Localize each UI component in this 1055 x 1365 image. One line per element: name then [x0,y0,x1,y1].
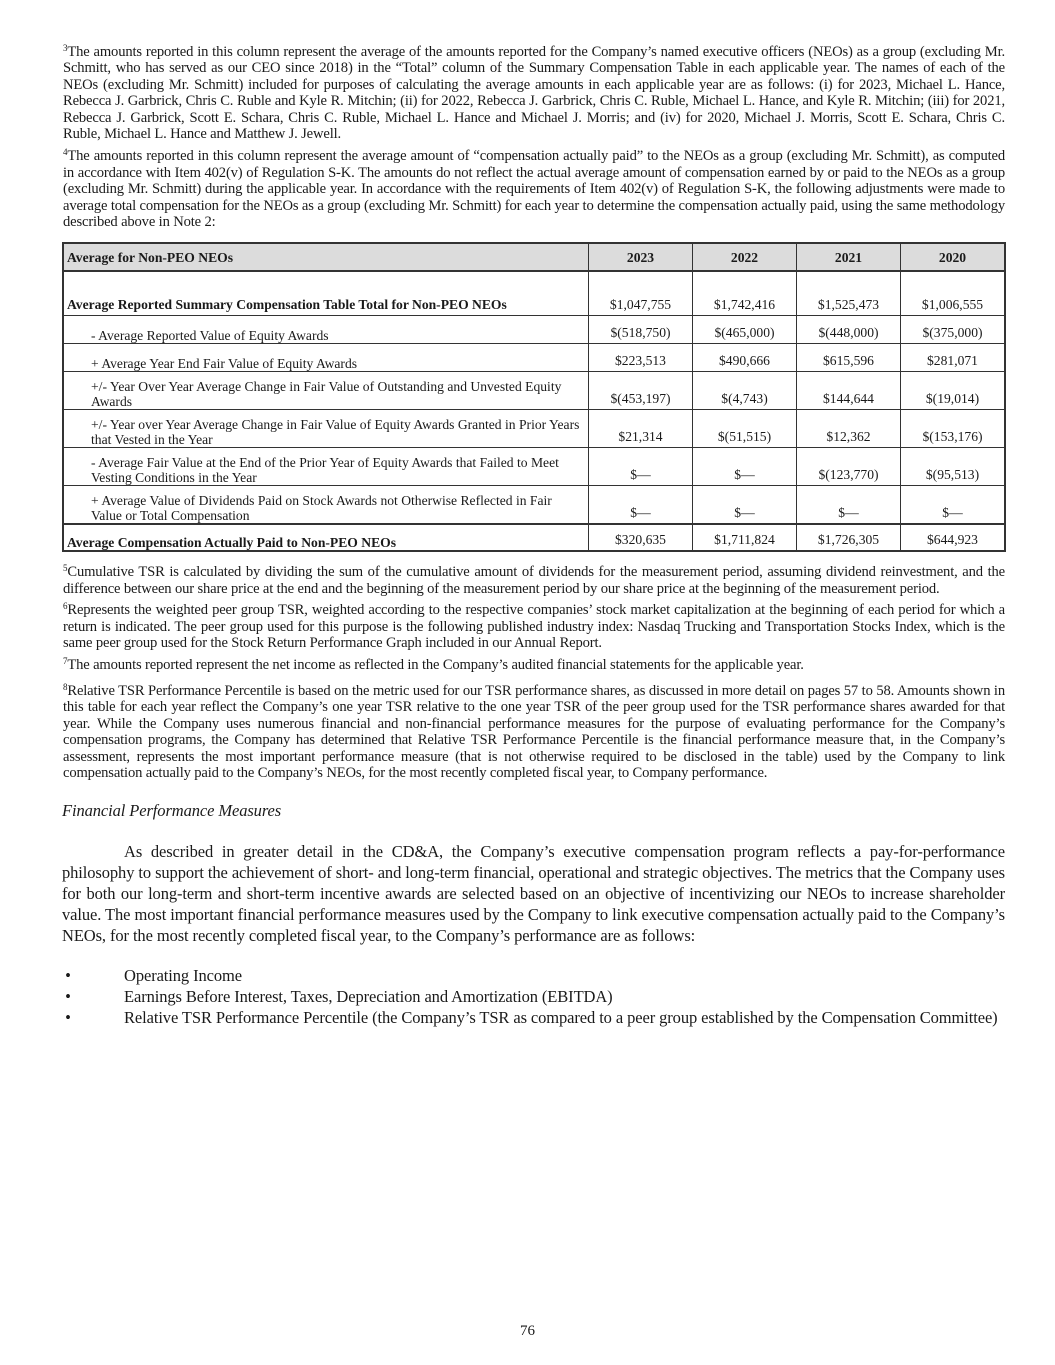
non-peo-compensation-table [62,242,1006,552]
table-header-year: 2022 [693,243,797,271]
footnote-6 [63,602,1005,651]
row-value: $(518,750) [589,316,693,344]
row-label: - Average Reported Value of Equity Awards [63,316,589,344]
row-value: $1,047,755 [589,271,693,316]
row-value: $1,742,416 [693,271,797,316]
table-header-year: 2020 [901,243,1006,271]
bullet-icon: • [65,987,71,1007]
footnote-marker: 5 [63,563,68,574]
row-value: $(51,515) [693,410,797,448]
row-value: $1,525,473 [797,271,901,316]
list-item [63,966,1005,987]
row-value: $1,726,305 [797,524,901,551]
row-label: Average Reported Summary Compensation Table Total for Non-PEO NEOs [63,271,589,316]
row-value: $(19,014) [901,372,1006,410]
row-value: $— [693,448,797,486]
footnote-8 [63,683,1005,781]
table-total-row [63,524,1005,551]
table-row [63,316,1005,344]
row-value: $(453,197) [589,372,693,410]
list-item-text: Relative TSR Performance Percentile (the Company’s TSR as compared to a peer group established by the Compensation Committee) [124,1007,998,1027]
row-value: $— [589,486,693,525]
row-label: +/- Year over Year Average Change in Fair Value of Equity Awards Granted in Prior Years that Vested in the Year [63,410,589,448]
row-value: $644,923 [901,524,1006,551]
footnote-text: Represents the weighted peer group TSR, weighted according to the respective companies’ stock market capitalization at the beginning of each period for which a return is indicated. The peer group used for this purpose is the following published industry index: Nasdaq Trucking and Transportation Stocks Index, which is the same peer group used for the Stock Return Performance Graph included in our Annual Report. [63,602,1005,652]
row-value: $320,635 [589,524,693,551]
row-value: $144,644 [797,372,901,410]
table-header-row [63,243,1005,271]
footnote-7 [63,657,1005,673]
footnote-marker: 4 [63,147,68,158]
footnote-text: The amounts reported represent the net income as reflected in the Company’s audited financial statements for the applicable year. [67,656,804,673]
row-value: $(153,176) [901,410,1006,448]
row-value: $490,666 [693,344,797,372]
table-header-year: 2021 [797,243,901,271]
table-row [63,344,1005,372]
footnote-marker: 7 [63,655,68,666]
footnote-marker: 3 [63,43,68,53]
footnote-text: Cumulative TSR is calculated by dividing the sum of the cumulative amount of dividends for the measurement period, assuming dividend reinvestment, and the difference between our share price at the end and the beginning of the measurement period by our share price at the beginning of the measurement period. [63,564,1005,597]
row-value: $(448,000) [797,316,901,344]
row-value: $(123,770) [797,448,901,486]
row-value: $223,513 [589,344,693,372]
table-row [63,410,1005,448]
footnote-3 [63,44,1005,142]
footnote-marker: 6 [63,601,68,612]
table-header-year: 2023 [589,243,693,271]
table-row [63,448,1005,486]
row-value: $1,711,824 [693,524,797,551]
row-value: $(465,000) [693,316,797,344]
row-value: $(95,513) [901,448,1006,486]
footnote-5 [63,564,1005,597]
row-value: $— [693,486,797,525]
list-item-text: Operating Income [124,966,242,986]
footnote-4 [63,148,1005,230]
footnote-text: Relative TSR Performance Percentile is based on the metric used for our TSR performance shares, as discussed in more detail on pages 57 to 58. Amounts shown in this table for each year reflect the Company’s one year TSR relative to the one year TSR of the peer group used for the TSR performance shares awarded for that year. While the Company uses numerous financial and non-financial performance measures for the purpose of evaluating performance for the Company’s compensation programs, the Company has determined that Relative TSR Performance Percentile is the financial performance measure that, in the Company’s assessment, represents the most important performance measure (that is not otherwise required to be disclosed in the table) used by the Company to link compensation actually paid to the Company’s NEOs, for the most recently completed fiscal year, to Company performance. [63,682,1005,781]
table-header-label: Average for Non-PEO NEOs [63,243,589,271]
row-value: $12,362 [797,410,901,448]
row-value: $281,071 [901,344,1006,372]
row-value: $1,006,555 [901,271,1006,316]
performance-measures-list [63,966,1005,1028]
bullet-icon: • [65,966,71,986]
document-page [63,44,1005,1029]
row-label: Average Compensation Actually Paid to Non-PEO NEOs [63,524,589,551]
section-paragraph: As described in greater detail in the CD&A, the Company’s executive compensation program reflects a pay-for-performance philosophy to support the achievement of short- and long-term financial, operational and strategic objectives. The metrics that the Company uses for both our long-term and short-term incentive awards are selected based on an objective of incentivizing our NEOs to increase shareholder value. The most important financial performance measures used by the Company to link executive compensation actually paid to the Company’s NEOs, for the most recently completed fiscal year, to the Company’s performance are as follows: [62,842,1005,945]
footnote-text: The amounts reported in this column represent the average amount of “compensation actually paid” to the NEOs as a group (excluding Mr. Schmitt), as computed in accordance with Item 402(v) of Regulation S-K. The amounts do not reflect the actual average amount of compensation earned by or paid to the NEOs as a group (excluding Mr. Schmitt) during the applicable year. In accordance with the requirements of Item 402(v) of Regulation S-K, the following adjustments were made to average total compensation for the NEOs as a group (excluding Mr. Schmitt) for each year to determine the compensation actually paid, using the same methodology described above in Note 2: [63,148,1005,231]
row-value: $615,596 [797,344,901,372]
list-item [63,987,1005,1008]
row-label: - Average Fair Value at the End of the Prior Year of Equity Awards that Failed to Meet Vesting Conditions in the Year [63,448,589,486]
bullet-icon: • [65,1007,71,1027]
row-value: $(375,000) [901,316,1006,344]
section-heading: Financial Performance Measures [62,801,282,821]
table-row [63,486,1005,525]
row-label: + Average Year End Fair Value of Equity Awards [63,344,589,372]
row-value: $— [901,486,1006,525]
page-number: 76 [520,1323,535,1339]
row-label: +/- Year Over Year Average Change in Fair Value of Outstanding and Unvested Equity Awards [63,372,589,410]
row-value: $21,314 [589,410,693,448]
table-row [63,372,1005,410]
table-row [63,271,1005,316]
list-item-text: Earnings Before Interest, Taxes, Depreciation and Amortization (EBITDA) [124,987,613,1007]
row-value: $(4,743) [693,372,797,410]
row-value: $— [797,486,901,525]
footnote-marker: 8 [63,681,68,692]
row-value: $— [589,448,693,486]
footnote-text: The amounts reported in this column represent the average of the amounts reported for the Company’s named executive officers (NEOs) as a group (excluding Mr. Schmitt, who has served as our CEO since 2018) in the “Total” column of the Summary Compensation Table in each applicable year. The names of each of the NEOs (excluding Mr. Schmitt) included for purposes of calculating the average amounts in each applicable year are as follows: (i) for 2023, Michael L. Hance, Rebecca J. Garbrick, Chris C. Ruble and Kyle R. Mitchin; (ii) for 2022, Rebecca J. Garbrick, Chris C. Ruble, Michael L. Hance, and Kyle R. Mitchin; (iii) for 2021, Rebecca J. Garbrick, Scott E. Schara, Chris C. Ruble, Michael L. Hance and Michael J. Morris; and (iv) for 2020, Michael J. Morris, Scott E. Schara, Chris C. Ruble, Michael L. Hance and Matthew J. Jewell. [63,44,1005,143]
list-item [63,1008,1005,1029]
row-label: + Average Value of Dividends Paid on Stock Awards not Otherwise Reflected in Fair Value or Total Compensation [63,486,589,525]
